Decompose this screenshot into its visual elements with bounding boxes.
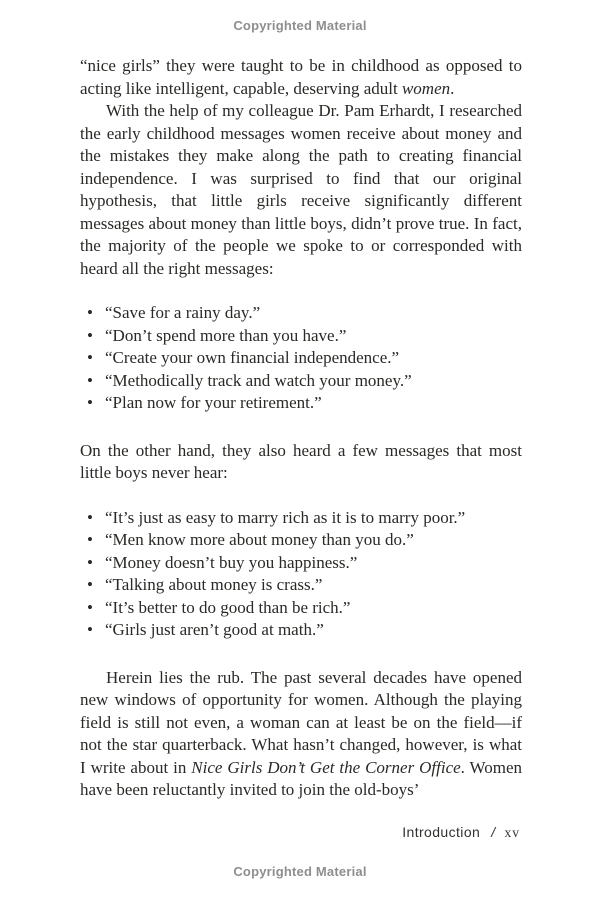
book-title-italic: Nice Girls Don’t Get the Corner Office: [191, 757, 461, 777]
copyright-notice-bottom: Copyrighted Material: [233, 864, 367, 879]
paragraph-research: With the help of my colleague Dr. Pam Erhardt, I researched the early childhood messages women receive about money and the mistakes they make along the path to creating financial independence. I was surprised to find that our original hypothesis, that little girls receive significantly different messages about money than little boys, didn’t prove true. In fact, the majority of the people we spoke to or corresponded with heard all the right messages:: [80, 101, 522, 278]
paragraph-other-hand: On the other hand, they also heard a few messages that most little boys never hear:: [80, 440, 522, 482]
paragraph-text: . Women have been reluctantly invited to join the old-boys’: [80, 757, 522, 799]
paragraph-herein: [80, 667, 522, 802]
list-item: • “Money doesn’t buy you happiness.”: [80, 552, 522, 575]
list-item: • “Men know more about money than you do.”: [80, 529, 522, 552]
footer-separator: /: [491, 824, 496, 840]
list-item: • “Girls just aren’t good at math.”: [80, 619, 522, 642]
page-body: [80, 55, 522, 802]
page-footer: [402, 824, 520, 841]
list-item: • “Save for a rainy day.”: [80, 302, 522, 325]
list-item: • “Talking about money is crass.”: [80, 574, 522, 597]
list-item: • “Create your own financial independence.”: [80, 347, 522, 370]
right-messages-list: [80, 302, 522, 415]
emphasized-word: women: [401, 78, 451, 98]
list-item: • “It’s just as easy to marry rich as it is to marry poor.”: [80, 507, 522, 530]
footer-page-number: xv: [504, 825, 520, 840]
footer-section-title: Introduction: [402, 824, 481, 840]
girls-messages-list: [80, 507, 522, 642]
list-item: • “Don’t spend more than you have.”: [80, 325, 522, 348]
paragraph-text: .: [450, 78, 455, 98]
list-item: • “Methodically track and watch your money.”: [80, 370, 522, 393]
list-item: • “It’s better to do good than be rich.”: [80, 597, 522, 620]
paragraph-continuation: [80, 55, 522, 100]
paragraph-text: “nice girls” they were taught to be in childhood as opposed to acting like intelligent, capable, deserving adult: [80, 56, 522, 98]
paragraph-text: Herein lies the rub. The past several decades have opened new windows of opportunity for women. Although the playing field is still not even, a woman can at least be on the field—if not the star quarterback. What hasn’t changed, however, is what I write about in: [80, 667, 522, 777]
copyright-notice-top: Copyrighted Material: [233, 18, 367, 33]
list-item: • “Plan now for your retirement.”: [80, 392, 522, 415]
